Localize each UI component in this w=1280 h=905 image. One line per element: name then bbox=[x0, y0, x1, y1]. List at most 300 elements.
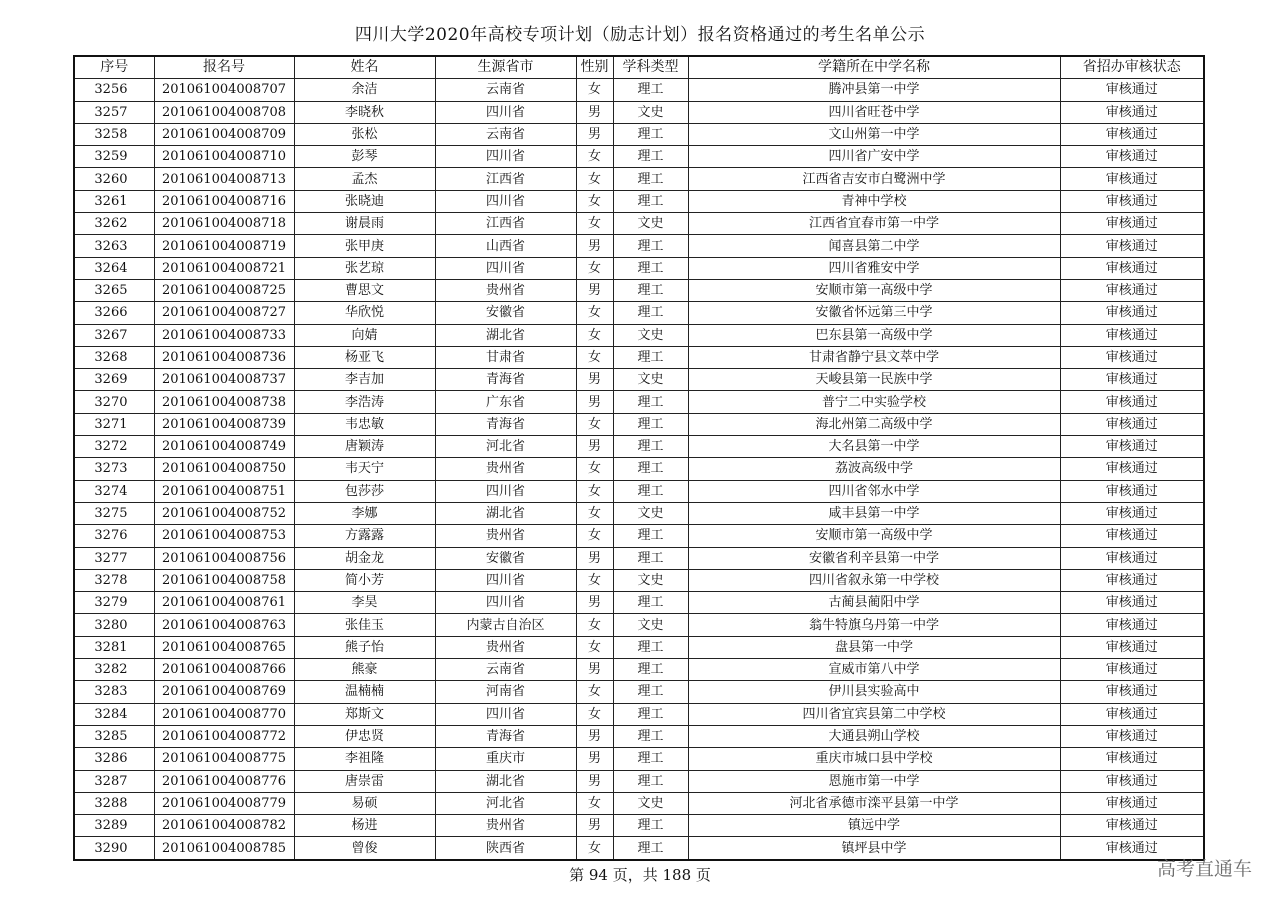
subject-cell: 理工 bbox=[613, 725, 688, 747]
subject-cell: 理工 bbox=[613, 190, 688, 212]
subject-cell: 理工 bbox=[613, 815, 688, 837]
table-row bbox=[74, 146, 1204, 168]
reg-no-cell: 201061004008738 bbox=[154, 391, 294, 413]
name-cell: 李昊 bbox=[294, 592, 435, 614]
column-header-gender: 性别 bbox=[576, 56, 613, 79]
school-cell: 大通县朔山学校 bbox=[688, 725, 1060, 747]
name-cell: 余洁 bbox=[294, 79, 435, 101]
column-header-reg-no: 报名号 bbox=[154, 56, 294, 79]
reg-no-cell: 201061004008770 bbox=[154, 703, 294, 725]
status-cell: 审核通过 bbox=[1060, 101, 1204, 123]
reg-no-cell: 201061004008725 bbox=[154, 279, 294, 301]
school-cell: 伊川县实验高中 bbox=[688, 681, 1060, 703]
table-row bbox=[74, 815, 1204, 837]
reg-no-cell: 201061004008776 bbox=[154, 770, 294, 792]
seq-cell: 3258 bbox=[74, 123, 154, 145]
school-cell: 安徽省利辛县第一中学 bbox=[688, 547, 1060, 569]
subject-cell: 理工 bbox=[613, 79, 688, 101]
status-cell: 审核通过 bbox=[1060, 815, 1204, 837]
gender-cell: 男 bbox=[576, 748, 613, 770]
name-cell: 李吉加 bbox=[294, 369, 435, 391]
province-cell: 陕西省 bbox=[435, 837, 576, 860]
table-row bbox=[74, 547, 1204, 569]
subject-cell: 理工 bbox=[613, 525, 688, 547]
gender-cell: 女 bbox=[576, 458, 613, 480]
table-row bbox=[74, 569, 1204, 591]
seq-cell: 3289 bbox=[74, 815, 154, 837]
name-cell: 彭琴 bbox=[294, 146, 435, 168]
school-cell: 咸丰县第一中学 bbox=[688, 502, 1060, 524]
seq-cell: 3284 bbox=[74, 703, 154, 725]
seq-cell: 3286 bbox=[74, 748, 154, 770]
name-cell: 孟杰 bbox=[294, 168, 435, 190]
table-row bbox=[74, 636, 1204, 658]
seq-cell: 3274 bbox=[74, 480, 154, 502]
name-cell: 李祖隆 bbox=[294, 748, 435, 770]
province-cell: 云南省 bbox=[435, 79, 576, 101]
school-cell: 镇坪县中学 bbox=[688, 837, 1060, 860]
gender-cell: 男 bbox=[576, 815, 613, 837]
seq-cell: 3269 bbox=[74, 369, 154, 391]
school-cell: 文山州第一中学 bbox=[688, 123, 1060, 145]
school-cell: 甘肃省静宁县文萃中学 bbox=[688, 346, 1060, 368]
status-cell: 审核通过 bbox=[1060, 302, 1204, 324]
seq-cell: 3260 bbox=[74, 168, 154, 190]
subject-cell: 理工 bbox=[613, 748, 688, 770]
subject-cell: 理工 bbox=[613, 770, 688, 792]
province-cell: 云南省 bbox=[435, 659, 576, 681]
subject-cell: 理工 bbox=[613, 168, 688, 190]
table-row bbox=[74, 703, 1204, 725]
gender-cell: 女 bbox=[576, 324, 613, 346]
province-cell: 四川省 bbox=[435, 703, 576, 725]
reg-no-cell: 201061004008751 bbox=[154, 480, 294, 502]
table-row bbox=[74, 257, 1204, 279]
school-cell: 重庆市城口县中学校 bbox=[688, 748, 1060, 770]
subject-cell: 理工 bbox=[613, 146, 688, 168]
seq-cell: 3265 bbox=[74, 279, 154, 301]
gender-cell: 女 bbox=[576, 190, 613, 212]
gender-cell: 女 bbox=[576, 346, 613, 368]
status-cell: 审核通过 bbox=[1060, 146, 1204, 168]
gender-cell: 男 bbox=[576, 547, 613, 569]
table-row bbox=[74, 279, 1204, 301]
reg-no-cell: 201061004008750 bbox=[154, 458, 294, 480]
school-cell: 江西省吉安市白鹭洲中学 bbox=[688, 168, 1060, 190]
reg-no-cell: 201061004008763 bbox=[154, 614, 294, 636]
table-row bbox=[74, 324, 1204, 346]
status-cell: 审核通过 bbox=[1060, 681, 1204, 703]
column-header-school: 学籍所在中学名称 bbox=[688, 56, 1060, 79]
subject-cell: 理工 bbox=[613, 458, 688, 480]
table-row bbox=[74, 346, 1204, 368]
province-cell: 青海省 bbox=[435, 369, 576, 391]
gender-cell: 女 bbox=[576, 213, 613, 235]
province-cell: 青海省 bbox=[435, 725, 576, 747]
seq-cell: 3261 bbox=[74, 190, 154, 212]
table-row bbox=[74, 235, 1204, 257]
table-row bbox=[74, 525, 1204, 547]
seq-cell: 3276 bbox=[74, 525, 154, 547]
status-cell: 审核通过 bbox=[1060, 413, 1204, 435]
province-cell: 四川省 bbox=[435, 480, 576, 502]
table-row bbox=[74, 190, 1204, 212]
school-cell: 四川省雅安中学 bbox=[688, 257, 1060, 279]
province-cell: 安徽省 bbox=[435, 547, 576, 569]
status-cell: 审核通过 bbox=[1060, 659, 1204, 681]
reg-no-cell: 201061004008749 bbox=[154, 436, 294, 458]
subject-cell: 理工 bbox=[613, 279, 688, 301]
name-cell: 韦天宁 bbox=[294, 458, 435, 480]
name-cell: 郑斯文 bbox=[294, 703, 435, 725]
name-cell: 华欣悦 bbox=[294, 302, 435, 324]
seq-cell: 3264 bbox=[74, 257, 154, 279]
subject-cell: 理工 bbox=[613, 235, 688, 257]
school-cell: 巴东县第一高级中学 bbox=[688, 324, 1060, 346]
seq-cell: 3281 bbox=[74, 636, 154, 658]
column-header-name: 姓名 bbox=[294, 56, 435, 79]
school-cell: 荔波高级中学 bbox=[688, 458, 1060, 480]
name-cell: 温楠楠 bbox=[294, 681, 435, 703]
subject-cell: 理工 bbox=[613, 703, 688, 725]
gender-cell: 女 bbox=[576, 480, 613, 502]
table-row bbox=[74, 748, 1204, 770]
seq-cell: 3266 bbox=[74, 302, 154, 324]
seq-cell: 3280 bbox=[74, 614, 154, 636]
seq-cell: 3268 bbox=[74, 346, 154, 368]
table-row bbox=[74, 213, 1204, 235]
gender-cell: 女 bbox=[576, 168, 613, 190]
school-cell: 普宁二中实验学校 bbox=[688, 391, 1060, 413]
seq-cell: 3277 bbox=[74, 547, 154, 569]
status-cell: 审核通过 bbox=[1060, 391, 1204, 413]
table-row bbox=[74, 770, 1204, 792]
province-cell: 青海省 bbox=[435, 413, 576, 435]
table-row bbox=[74, 101, 1204, 123]
name-cell: 向婧 bbox=[294, 324, 435, 346]
seq-cell: 3259 bbox=[74, 146, 154, 168]
seq-cell: 3262 bbox=[74, 213, 154, 235]
seq-cell: 3267 bbox=[74, 324, 154, 346]
reg-no-cell: 201061004008769 bbox=[154, 681, 294, 703]
subject-cell: 文史 bbox=[613, 792, 688, 814]
watermark: 高考直通车 bbox=[1156, 858, 1252, 880]
subject-cell: 理工 bbox=[613, 681, 688, 703]
table-row bbox=[74, 480, 1204, 502]
seq-cell: 3257 bbox=[74, 101, 154, 123]
gender-cell: 女 bbox=[576, 146, 613, 168]
gender-cell: 男 bbox=[576, 725, 613, 747]
status-cell: 审核通过 bbox=[1060, 792, 1204, 814]
school-cell: 四川省叙永第一中学校 bbox=[688, 569, 1060, 591]
school-cell: 盘县第一中学 bbox=[688, 636, 1060, 658]
gender-cell: 男 bbox=[576, 279, 613, 301]
seq-cell: 3270 bbox=[74, 391, 154, 413]
gender-cell: 女 bbox=[576, 614, 613, 636]
province-cell: 贵州省 bbox=[435, 636, 576, 658]
table-row bbox=[74, 681, 1204, 703]
school-cell: 天峻县第一民族中学 bbox=[688, 369, 1060, 391]
seq-cell: 3272 bbox=[74, 436, 154, 458]
reg-no-cell: 201061004008709 bbox=[154, 123, 294, 145]
name-cell: 李晓秋 bbox=[294, 101, 435, 123]
reg-no-cell: 201061004008721 bbox=[154, 257, 294, 279]
seq-cell: 3278 bbox=[74, 569, 154, 591]
gender-cell: 女 bbox=[576, 792, 613, 814]
gender-cell: 女 bbox=[576, 502, 613, 524]
name-cell: 包莎莎 bbox=[294, 480, 435, 502]
reg-no-cell: 201061004008756 bbox=[154, 547, 294, 569]
table-row bbox=[74, 391, 1204, 413]
table-row bbox=[74, 502, 1204, 524]
name-cell: 李娜 bbox=[294, 502, 435, 524]
subject-cell: 理工 bbox=[613, 346, 688, 368]
status-cell: 审核通过 bbox=[1060, 123, 1204, 145]
name-cell: 李浩涛 bbox=[294, 391, 435, 413]
status-cell: 审核通过 bbox=[1060, 436, 1204, 458]
gender-cell: 女 bbox=[576, 837, 613, 860]
name-cell: 唐崇雷 bbox=[294, 770, 435, 792]
gender-cell: 女 bbox=[576, 569, 613, 591]
status-cell: 审核通过 bbox=[1060, 168, 1204, 190]
gender-cell: 男 bbox=[576, 659, 613, 681]
seq-cell: 3263 bbox=[74, 235, 154, 257]
gender-cell: 男 bbox=[576, 101, 613, 123]
table-row bbox=[74, 369, 1204, 391]
gender-cell: 男 bbox=[576, 235, 613, 257]
status-cell: 审核通过 bbox=[1060, 502, 1204, 524]
province-cell: 湖北省 bbox=[435, 502, 576, 524]
school-cell: 安顺市第一高级中学 bbox=[688, 525, 1060, 547]
school-cell: 镇远中学 bbox=[688, 815, 1060, 837]
subject-cell: 理工 bbox=[613, 636, 688, 658]
province-cell: 贵州省 bbox=[435, 525, 576, 547]
table-row bbox=[74, 792, 1204, 814]
gender-cell: 女 bbox=[576, 681, 613, 703]
status-cell: 审核通过 bbox=[1060, 547, 1204, 569]
table-row bbox=[74, 168, 1204, 190]
status-cell: 审核通过 bbox=[1060, 725, 1204, 747]
table-body bbox=[74, 79, 1204, 860]
name-cell: 熊豪 bbox=[294, 659, 435, 681]
name-cell: 张佳玉 bbox=[294, 614, 435, 636]
name-cell: 杨进 bbox=[294, 815, 435, 837]
seq-cell: 3275 bbox=[74, 502, 154, 524]
status-cell: 审核通过 bbox=[1060, 770, 1204, 792]
table-header-row bbox=[74, 56, 1204, 79]
gender-cell: 男 bbox=[576, 770, 613, 792]
subject-cell: 理工 bbox=[613, 547, 688, 569]
status-cell: 审核通过 bbox=[1060, 636, 1204, 658]
table-row bbox=[74, 123, 1204, 145]
reg-no-cell: 201061004008737 bbox=[154, 369, 294, 391]
status-cell: 审核通过 bbox=[1060, 369, 1204, 391]
status-cell: 审核通过 bbox=[1060, 324, 1204, 346]
seq-cell: 3288 bbox=[74, 792, 154, 814]
gender-cell: 男 bbox=[576, 391, 613, 413]
reg-no-cell: 201061004008766 bbox=[154, 659, 294, 681]
school-cell: 江西省宜春市第一中学 bbox=[688, 213, 1060, 235]
gender-cell: 女 bbox=[576, 302, 613, 324]
province-cell: 湖北省 bbox=[435, 324, 576, 346]
province-cell: 河南省 bbox=[435, 681, 576, 703]
column-header-province: 生源省市 bbox=[435, 56, 576, 79]
school-cell: 腾冲县第一中学 bbox=[688, 79, 1060, 101]
name-cell: 张艺琼 bbox=[294, 257, 435, 279]
name-cell: 熊子怡 bbox=[294, 636, 435, 658]
gender-cell: 男 bbox=[576, 436, 613, 458]
reg-no-cell: 201061004008772 bbox=[154, 725, 294, 747]
seq-cell: 3285 bbox=[74, 725, 154, 747]
gender-cell: 女 bbox=[576, 413, 613, 435]
column-header-subject: 学科类型 bbox=[613, 56, 688, 79]
reg-no-cell: 201061004008765 bbox=[154, 636, 294, 658]
seq-cell: 3287 bbox=[74, 770, 154, 792]
table-row bbox=[74, 725, 1204, 747]
province-cell: 四川省 bbox=[435, 592, 576, 614]
province-cell: 甘肃省 bbox=[435, 346, 576, 368]
reg-no-cell: 201061004008719 bbox=[154, 235, 294, 257]
name-cell: 伊忠贤 bbox=[294, 725, 435, 747]
page-footer: 第 94 页，共 188 页 bbox=[569, 866, 711, 884]
status-cell: 审核通过 bbox=[1060, 458, 1204, 480]
name-cell: 唐颖涛 bbox=[294, 436, 435, 458]
status-cell: 审核通过 bbox=[1060, 213, 1204, 235]
school-cell: 古蔺县蔺阳中学 bbox=[688, 592, 1060, 614]
name-cell: 胡金龙 bbox=[294, 547, 435, 569]
province-cell: 山西省 bbox=[435, 235, 576, 257]
status-cell: 审核通过 bbox=[1060, 257, 1204, 279]
table-row bbox=[74, 458, 1204, 480]
subject-cell: 理工 bbox=[613, 480, 688, 502]
subject-cell: 理工 bbox=[613, 302, 688, 324]
seq-cell: 3271 bbox=[74, 413, 154, 435]
reg-no-cell: 201061004008761 bbox=[154, 592, 294, 614]
province-cell: 安徽省 bbox=[435, 302, 576, 324]
status-cell: 审核通过 bbox=[1060, 837, 1204, 860]
province-cell: 四川省 bbox=[435, 101, 576, 123]
reg-no-cell: 201061004008708 bbox=[154, 101, 294, 123]
reg-no-cell: 201061004008739 bbox=[154, 413, 294, 435]
reg-no-cell: 201061004008713 bbox=[154, 168, 294, 190]
reg-no-cell: 201061004008707 bbox=[154, 79, 294, 101]
document-title: 四川大学2020年高校专项计划（励志计划）报名资格通过的考生名单公示 bbox=[354, 25, 926, 45]
status-cell: 审核通过 bbox=[1060, 190, 1204, 212]
province-cell: 广东省 bbox=[435, 391, 576, 413]
subject-cell: 理工 bbox=[613, 391, 688, 413]
candidate-table bbox=[73, 55, 1205, 861]
name-cell: 简小芳 bbox=[294, 569, 435, 591]
subject-cell: 理工 bbox=[613, 659, 688, 681]
province-cell: 内蒙古自治区 bbox=[435, 614, 576, 636]
province-cell: 云南省 bbox=[435, 123, 576, 145]
table-row bbox=[74, 837, 1204, 860]
province-cell: 湖北省 bbox=[435, 770, 576, 792]
province-cell: 河北省 bbox=[435, 436, 576, 458]
gender-cell: 女 bbox=[576, 257, 613, 279]
subject-cell: 文史 bbox=[613, 502, 688, 524]
seq-cell: 3282 bbox=[74, 659, 154, 681]
school-cell: 安徽省怀远第三中学 bbox=[688, 302, 1060, 324]
status-cell: 审核通过 bbox=[1060, 480, 1204, 502]
subject-cell: 文史 bbox=[613, 369, 688, 391]
school-cell: 四川省广安中学 bbox=[688, 146, 1060, 168]
reg-no-cell: 201061004008718 bbox=[154, 213, 294, 235]
status-cell: 审核通过 bbox=[1060, 279, 1204, 301]
name-cell: 曹思文 bbox=[294, 279, 435, 301]
name-cell: 张松 bbox=[294, 123, 435, 145]
school-cell: 宣威市第八中学 bbox=[688, 659, 1060, 681]
name-cell: 张晓迪 bbox=[294, 190, 435, 212]
table-row bbox=[74, 413, 1204, 435]
subject-cell: 文史 bbox=[613, 213, 688, 235]
seq-cell: 3279 bbox=[74, 592, 154, 614]
status-cell: 审核通过 bbox=[1060, 525, 1204, 547]
subject-cell: 理工 bbox=[613, 413, 688, 435]
province-cell: 江西省 bbox=[435, 213, 576, 235]
gender-cell: 女 bbox=[576, 525, 613, 547]
province-cell: 贵州省 bbox=[435, 815, 576, 837]
province-cell: 贵州省 bbox=[435, 458, 576, 480]
school-cell: 安顺市第一高级中学 bbox=[688, 279, 1060, 301]
subject-cell: 理工 bbox=[613, 592, 688, 614]
table-row bbox=[74, 592, 1204, 614]
school-cell: 海北州第二高级中学 bbox=[688, 413, 1060, 435]
reg-no-cell: 201061004008736 bbox=[154, 346, 294, 368]
subject-cell: 理工 bbox=[613, 436, 688, 458]
school-cell: 河北省承德市滦平县第一中学 bbox=[688, 792, 1060, 814]
gender-cell: 男 bbox=[576, 123, 613, 145]
status-cell: 审核通过 bbox=[1060, 614, 1204, 636]
subject-cell: 文史 bbox=[613, 569, 688, 591]
seq-cell: 3273 bbox=[74, 458, 154, 480]
name-cell: 易硕 bbox=[294, 792, 435, 814]
province-cell: 四川省 bbox=[435, 190, 576, 212]
gender-cell: 男 bbox=[576, 369, 613, 391]
table-row bbox=[74, 659, 1204, 681]
status-cell: 审核通过 bbox=[1060, 235, 1204, 257]
school-cell: 青神中学校 bbox=[688, 190, 1060, 212]
name-cell: 方露露 bbox=[294, 525, 435, 547]
province-cell: 贵州省 bbox=[435, 279, 576, 301]
reg-no-cell: 201061004008710 bbox=[154, 146, 294, 168]
status-cell: 审核通过 bbox=[1060, 569, 1204, 591]
school-cell: 翁牛特旗乌丹第一中学 bbox=[688, 614, 1060, 636]
school-cell: 四川省邻水中学 bbox=[688, 480, 1060, 502]
table-row bbox=[74, 302, 1204, 324]
reg-no-cell: 201061004008775 bbox=[154, 748, 294, 770]
school-cell: 闻喜县第二中学 bbox=[688, 235, 1060, 257]
subject-cell: 理工 bbox=[613, 123, 688, 145]
subject-cell: 文史 bbox=[613, 614, 688, 636]
subject-cell: 文史 bbox=[613, 101, 688, 123]
school-cell: 恩施市第一中学 bbox=[688, 770, 1060, 792]
gender-cell: 男 bbox=[576, 592, 613, 614]
province-cell: 四川省 bbox=[435, 146, 576, 168]
status-cell: 审核通过 bbox=[1060, 748, 1204, 770]
name-cell: 谢晨雨 bbox=[294, 213, 435, 235]
reg-no-cell: 201061004008782 bbox=[154, 815, 294, 837]
school-cell: 大名县第一中学 bbox=[688, 436, 1060, 458]
name-cell: 杨亚飞 bbox=[294, 346, 435, 368]
reg-no-cell: 201061004008753 bbox=[154, 525, 294, 547]
seq-cell: 3290 bbox=[74, 837, 154, 860]
province-cell: 四川省 bbox=[435, 569, 576, 591]
subject-cell: 文史 bbox=[613, 324, 688, 346]
subject-cell: 理工 bbox=[613, 837, 688, 860]
reg-no-cell: 201061004008733 bbox=[154, 324, 294, 346]
subject-cell: 理工 bbox=[613, 257, 688, 279]
